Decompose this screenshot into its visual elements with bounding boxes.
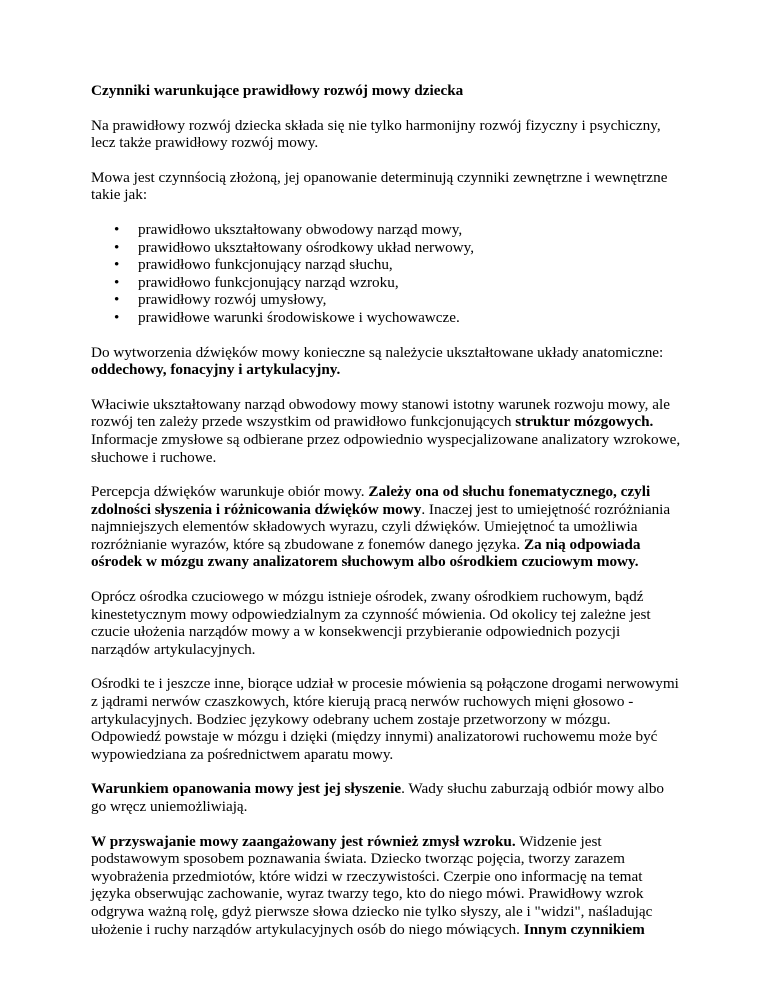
list-item: • prawidłowo funkcjonujący narząd wzroku, [138, 274, 682, 292]
paragraph-8 [91, 780, 682, 815]
paragraph-5 [91, 483, 682, 571]
text-run: Do wytworzenia dźwięków mowy konieczne są należycie ukształtowane układy anatomiczne: [91, 343, 664, 361]
paragraph-9 [91, 833, 682, 939]
list-item: • prawidłowy rozwój umysłowy, [138, 291, 682, 309]
text-run: Widzenie jest podstawowym sposobem poznawania świata. Dziecko tworząc pojęcia, tworzy zarazem wyobrażenia przedmiotów, które widzi w rzeczywistości. Czerpie ono informację na temat języka obserwując zachowanie, wyraz twarzy tego, kto do niego mówi. Prawidłowy wzrok odgrywa ważną rolę, gdyż pierwsze słowa dziecko nie tylko słyszy, ale i "widzi", naśladując ułożenie i ruchy narządów artykulacyjnych osób do niego mówiących. [91, 832, 653, 938]
bold-text-run: Za nią odpowiada ośrodek w mózgu zwany analizatorem słuchowym albo ośrodkiem czuciowym mowy. [91, 535, 641, 571]
bold-text-run: oddechowy, fonacyjny i artykulacyjny. [91, 361, 341, 379]
paragraph-2: Mowa jest czynnśocią złożoną, jej opanowanie determinują czynniki zewnętrzne i wewnętrzne takie jak: [91, 168, 668, 204]
document-title: Czynniki warunkujące prawidłowy rozwój mowy dziecka [91, 82, 464, 99]
paragraph-4 [91, 396, 682, 466]
list-item: • prawidłowo ukształtowany obwodowy narząd mowy, [138, 221, 682, 239]
paragraph-7: Ośrodki te i jeszcze inne, biorące udział w procesie mówienia są połączone drogami nerwowymi z jądrami nerwów czaszkowych, które kierują pracą nerwów ruchowych mięni głosowo - artykulacyjnych. Bodziec językowy odebrany uchem zostaje przetworzony w mózgu. Odpowiedź powstaje w mózgu i dzięki (między innymi) analizatorowi ruchowemu może być wypowiedziana za pośrednictwem aparatu mowy. [91, 675, 679, 763]
text-run: . Wady słuchu zaburzają odbiór mowy albo go wręcz uniemożliwiają. [91, 780, 665, 815]
paragraph-3 [91, 344, 682, 379]
bold-text-run: struktur mózgowych. [515, 413, 654, 431]
text-run: Informacje zmysłowe są odbierane przez odpowiednio wyspecjalizowane analizatory wzrokowe, słuchowe i ruchowe. [91, 430, 681, 466]
text-run: Percepcja dźwięków warunkuje obiór mowy. [91, 483, 369, 501]
bold-text-run: Zależy ona od słuchu fonematycznego, czyli zdolności słyszenia i różnicowania dźwięków mowy [91, 483, 651, 518]
paragraph-1: Na prawidłowy rozwój dziecka składa się nie tylko harmonijny rozwój fizyczny i psychiczny, lecz także prawidłowy rozwój mowy. [91, 116, 661, 152]
text-run: . Inaczej jest to umiejętność rozróżniania najmniejszych elementów składowych wyrazu, czyli dźwięków. Umiejętnoć ta umożliwia rozróżnianie wyrazów, które są zbudowane z fonemów danego języka. [91, 500, 671, 553]
paragraph-6: Oprócz ośrodka czuciowego w mózgu istnieje ośrodek, zwany ośrodkiem ruchowym, bądź kinestetycznym mowy odpowiedzialnym za czynność mówienia. Od okolicy tej zależne jest czucie ułożenia narządów mowy a w konsekwencji przybieranie odpowiednich pozycji narządów artykulacyjnych. [91, 588, 651, 658]
list-item: • prawidłowo funkcjonujący narząd słuchu, [138, 256, 682, 274]
list-item: • prawidłowo ukształtowany ośrodkowy układ nerwowy, [138, 239, 682, 257]
bold-text-run: W przyswajanie mowy zaangażowany jest również zmysł wzroku. [91, 832, 516, 850]
text-run: Właciwie ukształtowany narząd obwodowy mowy stanowi istotny warunek rozwoju mowy, ale rozwój ten zależy przede wszystkim od prawidłowo funkcjonujących [91, 395, 670, 431]
bold-text-run: Warunkiem opanowania mowy jest jej słyszenie [91, 780, 402, 798]
list-item: • prawidłowe warunki środowiskowe i wychowawcze. [138, 309, 682, 327]
factors-list [91, 221, 682, 327]
bold-text-run: Innym czynnikiem [523, 920, 645, 938]
